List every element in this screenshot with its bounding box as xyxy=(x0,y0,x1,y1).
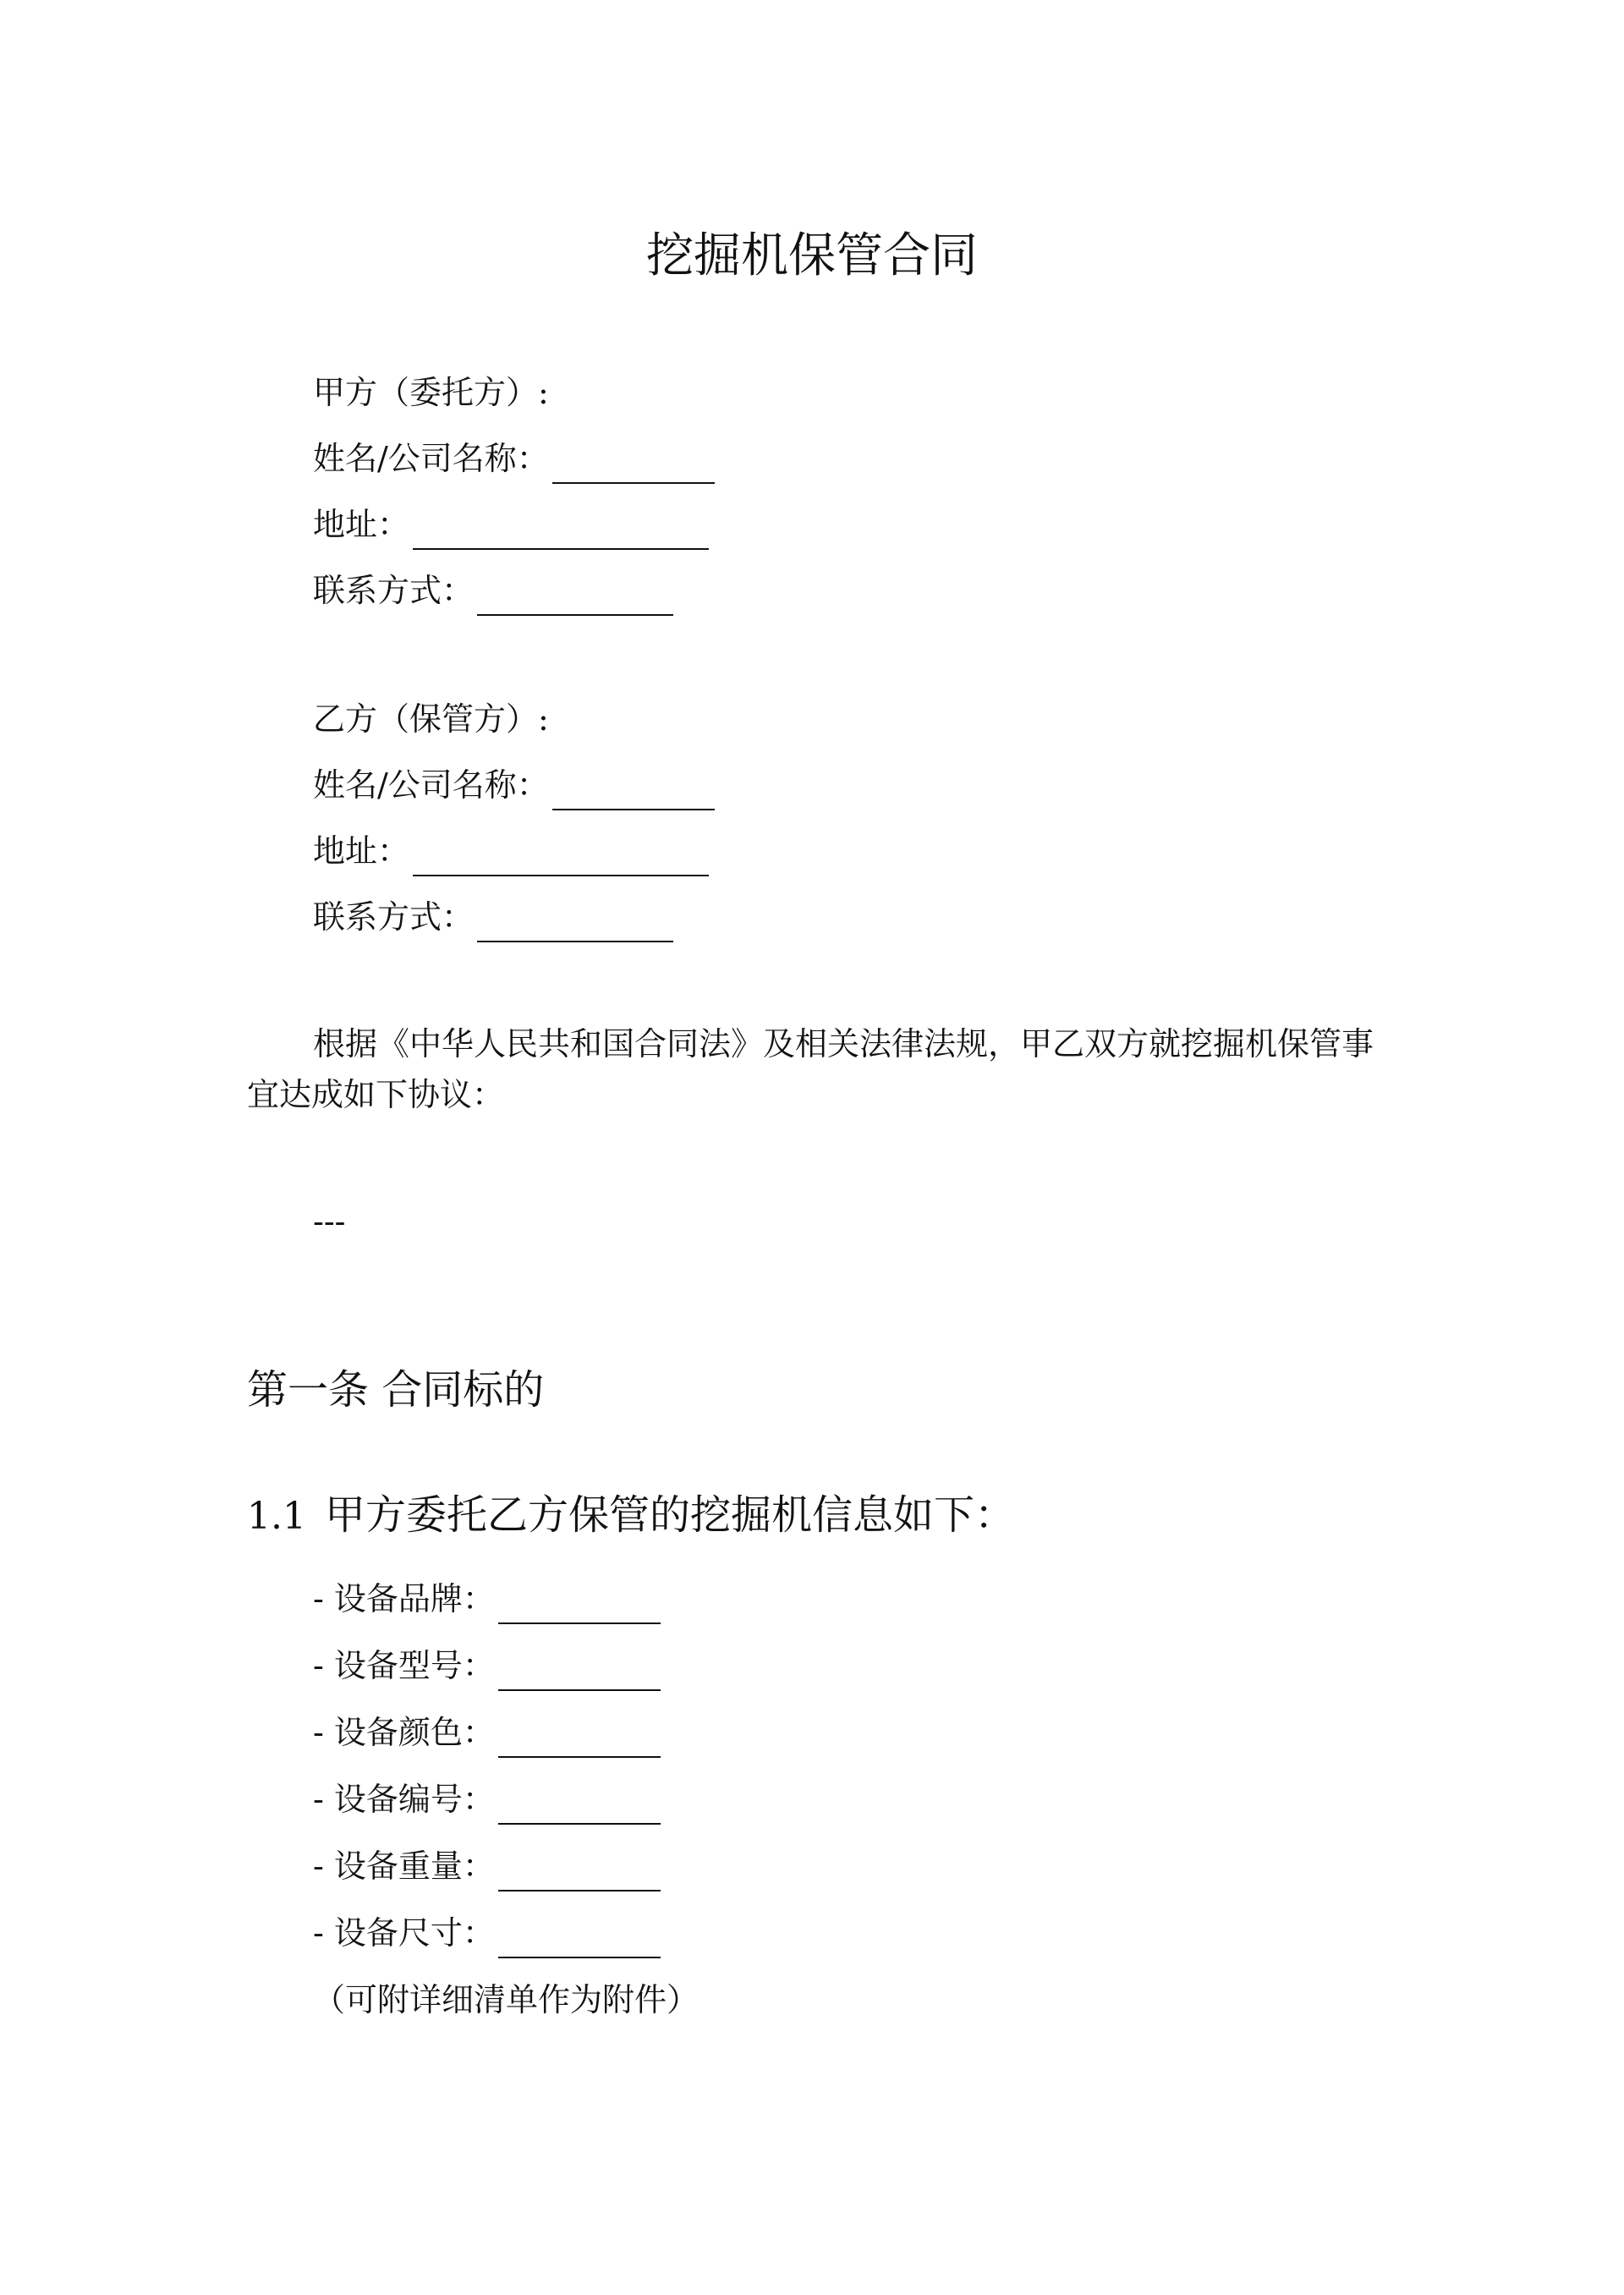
list-item xyxy=(313,1573,661,1624)
list-item xyxy=(313,1841,661,1891)
article-1-heading: 第一条 合同标的 xyxy=(247,1366,545,1414)
party-a-header: 甲方（委托方）: xyxy=(313,374,549,411)
clause-number: 1.1 xyxy=(247,1495,306,1538)
item-label: - 设备型号： xyxy=(313,1647,495,1684)
document-title: 挖掘机保管合同 xyxy=(646,228,978,283)
item-blank xyxy=(498,1585,661,1624)
party-a-name-field xyxy=(313,433,715,484)
party-b-name-label: 姓名/公司名称： xyxy=(313,766,549,804)
attachment-note: （可附详细清单作为附件） xyxy=(313,1981,700,2018)
party-a-name-blank xyxy=(552,445,715,484)
item-blank xyxy=(498,1786,661,1825)
item-label: - 设备品牌： xyxy=(313,1580,495,1617)
party-b-name-blank xyxy=(552,771,715,810)
party-b-address-label: 地址： xyxy=(313,832,410,870)
clause-text: 甲方委托乙方保管的挖掘机信息如下： xyxy=(324,1491,1015,1539)
party-b-address-blank xyxy=(413,837,709,876)
item-blank xyxy=(498,1853,661,1891)
intro-paragraph: 根据《中华人民共和国合同法》及相关法律法规，甲乙双方就挖掘机保管事宜达成如下协议： xyxy=(247,1025,1374,1113)
party-a-contact-label: 联系方式： xyxy=(313,572,475,609)
party-a-contact-blank xyxy=(477,577,673,616)
separator: --- xyxy=(313,1203,346,1240)
party-b-name-field xyxy=(313,760,715,810)
item-label: - 设备颜色： xyxy=(313,1714,495,1751)
item-label: - 设备尺寸： xyxy=(313,1914,495,1952)
party-a-address-field xyxy=(313,499,709,550)
item-label: - 设备重量： xyxy=(313,1848,495,1885)
party-b-contact-field xyxy=(313,892,673,942)
party-b-contact-label: 联系方式： xyxy=(313,898,475,936)
party-a-address-label: 地址： xyxy=(313,506,410,543)
party-b-header: 乙方（保管方）: xyxy=(313,700,549,738)
party-b-contact-blank xyxy=(477,903,673,942)
party-a-contact-field xyxy=(313,565,673,616)
list-item xyxy=(313,1908,661,1958)
item-blank xyxy=(498,1719,661,1758)
item-blank xyxy=(498,1652,661,1691)
party-a-address-blank xyxy=(413,511,709,550)
item-label: - 设备编号： xyxy=(313,1781,495,1818)
party-b-address-field xyxy=(313,826,709,876)
list-item xyxy=(313,1707,661,1758)
clause-1-1 xyxy=(247,1485,1015,1545)
item-blank xyxy=(498,1919,661,1958)
list-item xyxy=(313,1640,661,1691)
party-a-name-label: 姓名/公司名称： xyxy=(313,440,549,477)
list-item xyxy=(313,1774,661,1825)
